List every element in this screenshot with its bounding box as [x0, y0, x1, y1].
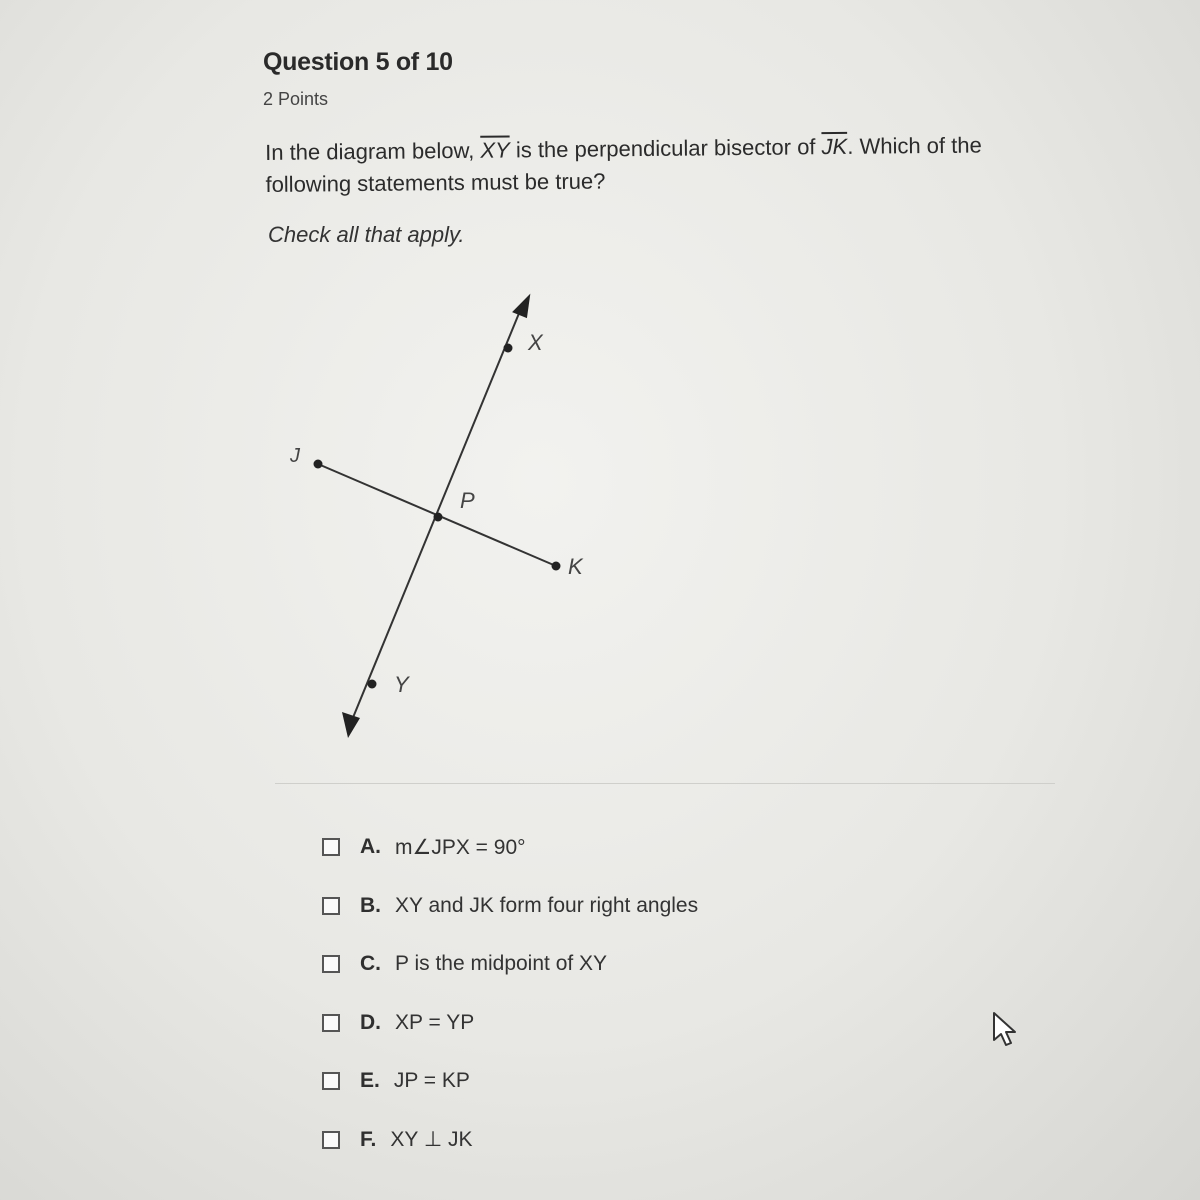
- choice-a[interactable]: [322, 818, 962, 877]
- point-j: [314, 460, 323, 469]
- prompt-text-end: . Which of the following statements must be true?: [265, 132, 982, 197]
- choice-text: XP = YP: [395, 1010, 475, 1034]
- question-title: Question 5 of 10: [263, 48, 453, 76]
- label-x: X: [528, 330, 543, 355]
- choice-letter: B.: [360, 893, 381, 917]
- question-header: [263, 48, 453, 110]
- choice-text: m∠JPX = 90°: [395, 835, 526, 859]
- choice-letter: C.: [360, 952, 381, 976]
- arrowhead-bottom: [342, 712, 360, 738]
- checkbox-c[interactable]: [322, 955, 340, 973]
- checkbox-f[interactable]: [322, 1131, 340, 1149]
- label-j: J: [290, 445, 300, 467]
- arrowhead-top: [512, 290, 536, 318]
- choice-b[interactable]: [322, 877, 962, 936]
- choice-f[interactable]: [322, 1111, 962, 1170]
- question-points: 2 Points: [263, 89, 329, 109]
- checkbox-b[interactable]: [322, 897, 340, 915]
- label-y: Y: [394, 672, 409, 697]
- label-k: K: [568, 554, 583, 579]
- choice-e[interactable]: [322, 1052, 962, 1111]
- choice-text: XY ⊥ JK: [390, 1128, 473, 1152]
- instruction-text: Check all that apply.: [268, 222, 465, 247]
- answer-choices: [322, 818, 962, 1169]
- checkbox-a[interactable]: [322, 838, 340, 856]
- segment-jk-notation: $\overline{JK}$: [821, 133, 848, 160]
- checkbox-d[interactable]: [322, 1014, 340, 1032]
- choice-text: JP = KP: [393, 1069, 470, 1093]
- choice-letter: A.: [360, 835, 381, 859]
- prompt-text-middle: is the perpendicular bisector of: [509, 134, 822, 163]
- question-prompt: [265, 129, 1046, 201]
- point-p: [434, 513, 443, 522]
- choice-letter: E.: [360, 1069, 380, 1093]
- point-k: [552, 562, 561, 571]
- point-x: [504, 344, 513, 353]
- choice-letter: D.: [360, 1010, 381, 1034]
- mouse-pointer-icon: [990, 1010, 1020, 1050]
- checkbox-e[interactable]: [322, 1072, 340, 1090]
- point-y: [368, 680, 377, 689]
- line-xy-notation: $\overline{XY}$: [480, 137, 510, 163]
- choice-d[interactable]: [322, 994, 962, 1053]
- choice-text: XY and JK form four right angles: [395, 893, 699, 917]
- choice-letter: F.: [360, 1127, 377, 1151]
- choice-text: P is the midpoint of XY: [395, 952, 608, 976]
- geometry-diagram: [270, 280, 630, 750]
- choice-c[interactable]: [322, 935, 962, 994]
- prompt-text-start: In the diagram below,: [265, 137, 481, 165]
- section-divider: [275, 783, 1055, 784]
- label-p: P: [460, 488, 475, 513]
